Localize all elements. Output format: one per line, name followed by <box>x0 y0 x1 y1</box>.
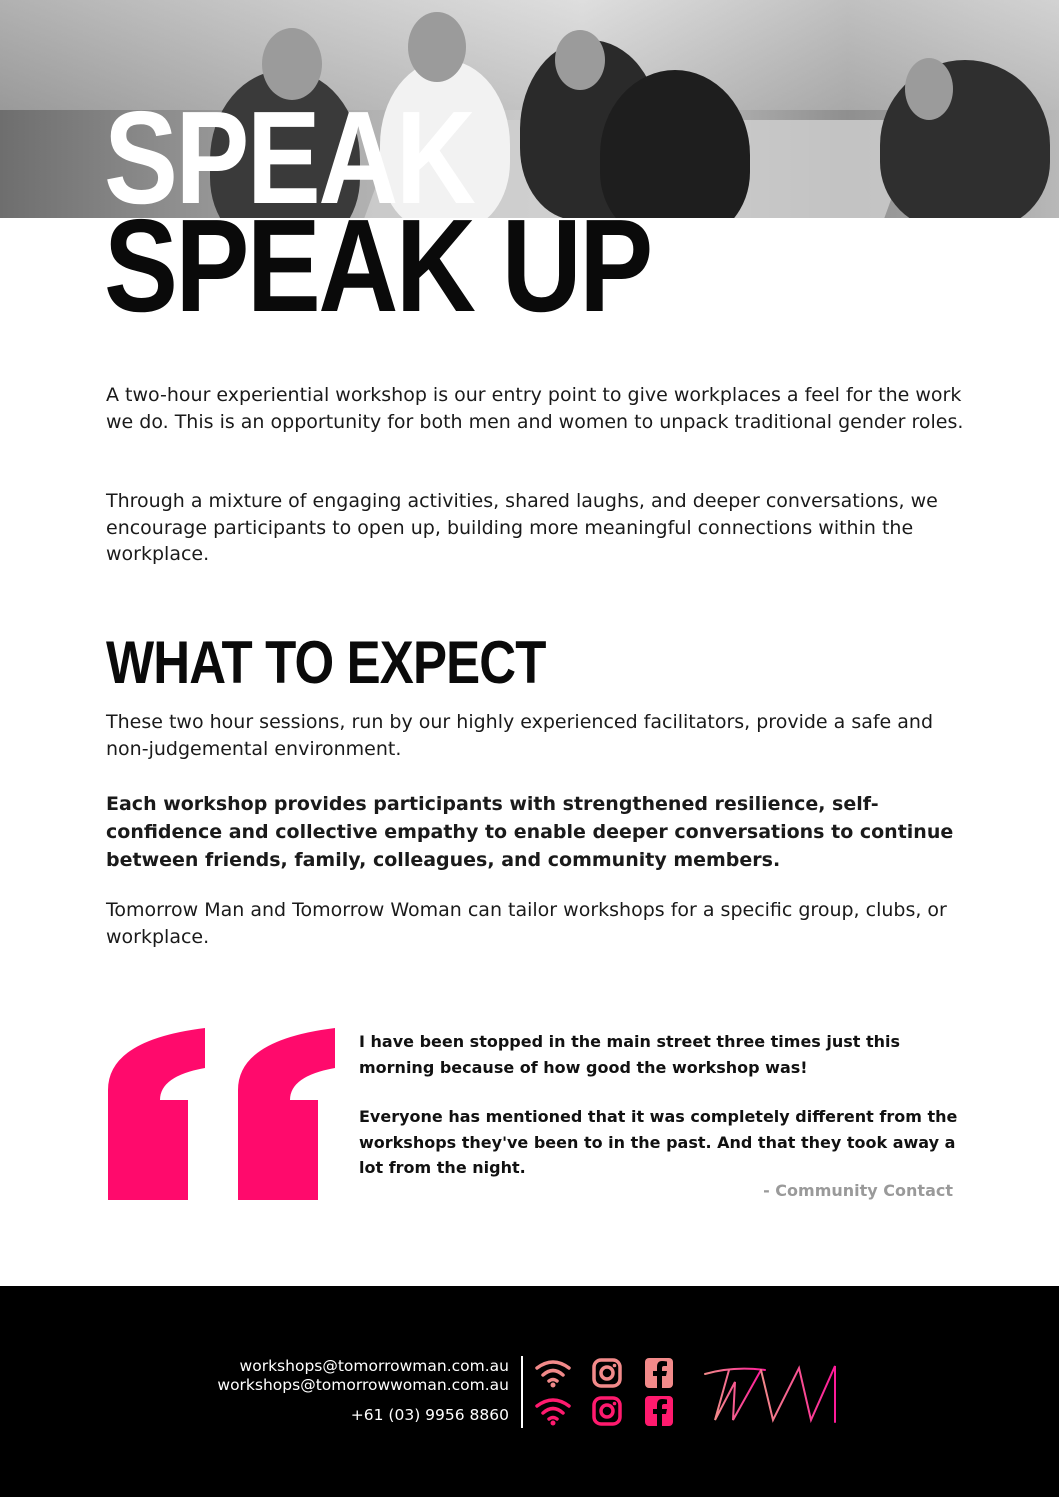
wifi-icon[interactable] <box>534 1396 572 1426</box>
what-to-expect-heading: WHAT TO EXPECT <box>106 629 546 696</box>
twm-logo <box>703 1360 843 1428</box>
email-link-tomorrowman[interactable]: workshops@tomorrowman.com.au <box>239 1357 509 1375</box>
title-line-1: SPEAK <box>104 84 474 231</box>
wifi-icon[interactable] <box>534 1358 572 1388</box>
footer-divider <box>521 1356 523 1428</box>
expect-paragraph-bold: Each workshop provides participants with strengthened resilience, self-confidence and collective empathy to enable deeper conversations to continue between friends, family, colleagues, and community members. <box>106 793 954 871</box>
expect-paragraph-3: Tomorrow Man and Tomorrow Woman can tailor workshops for a specific group, clubs, or workplace. <box>106 899 947 948</box>
hero-face <box>408 12 466 82</box>
testimonial-line-2: Everyone has mentioned that it was completely different from the workshops they've been to in the past. And that they took away a lot from the night. <box>359 1107 958 1177</box>
intro-paragraph-2: Through a mixture of engaging activities, shared laughs, and deeper conversations, we encourage participants to open up, building more meaningful connections within the workplace. <box>106 490 938 565</box>
quote-mark-icon <box>90 960 350 1220</box>
testimonial-attribution: - Community Contact <box>763 1181 953 1200</box>
hero-face <box>905 58 953 120</box>
instagram-icon[interactable] <box>592 1396 622 1426</box>
intro-paragraph-1: A two-hour experiential workshop is our entry point to give workplaces a feel for the work we do. This is an opportunity for both men and women to unpack traditional gender roles. <box>106 384 964 433</box>
footer <box>0 1286 1059 1497</box>
instagram-icon[interactable] <box>592 1358 622 1388</box>
facebook-icon[interactable] <box>645 1358 673 1388</box>
facebook-icon[interactable] <box>645 1396 673 1426</box>
hero-face <box>555 30 605 90</box>
email-link-tomorrowwoman[interactable]: workshops@tomorrowwoman.com.au <box>217 1376 509 1394</box>
phone-link[interactable]: +61 (03) 9956 8860 <box>350 1406 509 1424</box>
testimonial-line-1: I have been stopped in the main street three times just this morning because of how good the workshop was! <box>359 1032 901 1077</box>
title-line-2: SPEAK UP <box>104 192 651 339</box>
expect-paragraph-1: These two hour sessions, run by our highly experienced facilitators, provide a safe and non-judgemental environment. <box>106 711 934 760</box>
